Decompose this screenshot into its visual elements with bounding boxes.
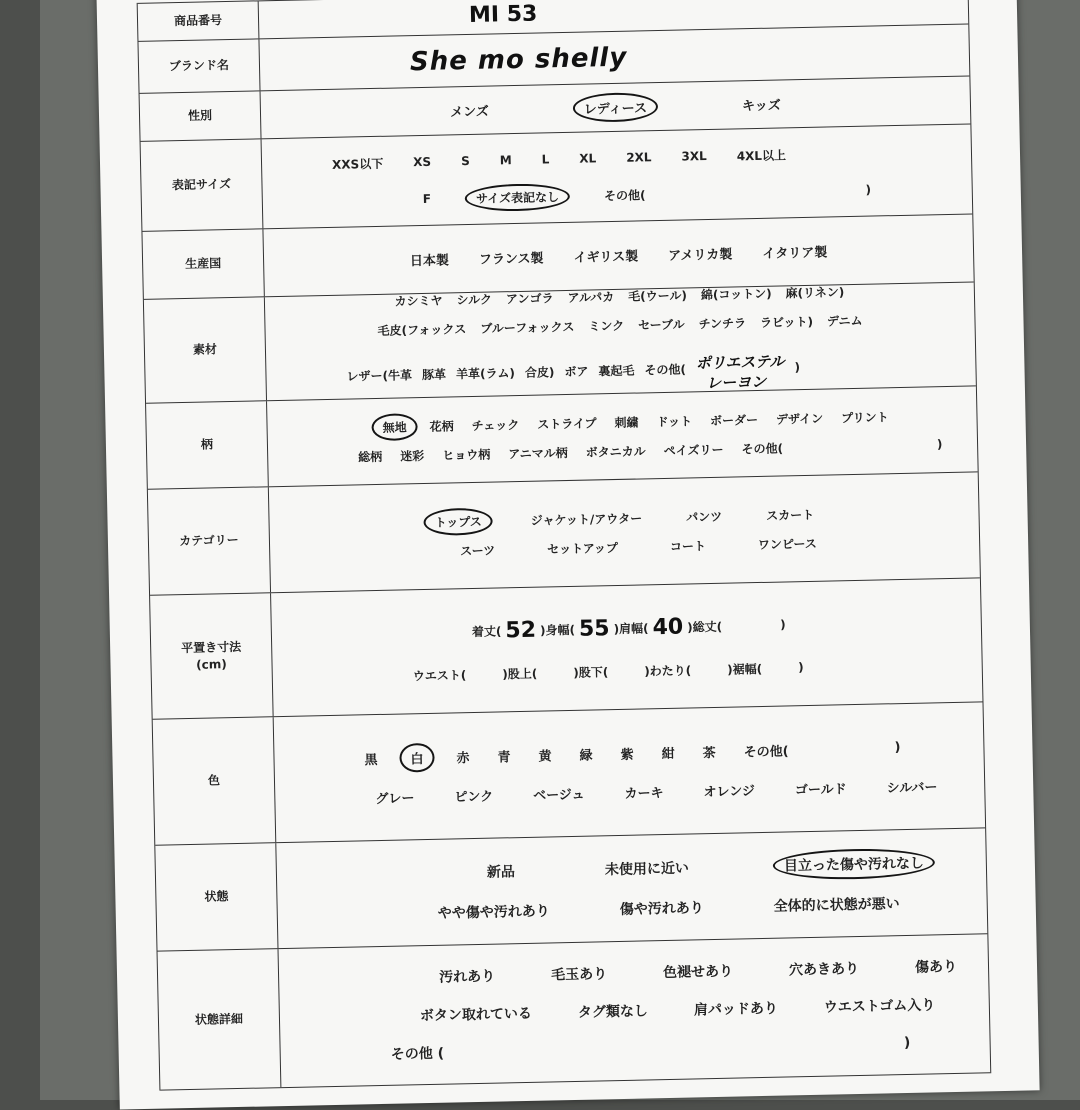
row-size [141, 123, 973, 230]
pattern-option[interactable]: デザイン [775, 411, 824, 427]
material-written-2: レーヨン [705, 372, 767, 392]
inspection-sheet [96, 0, 1039, 1110]
size-option[interactable]: 4XL以上 [736, 147, 787, 163]
material-handwritten [696, 352, 785, 393]
detail-other-close: ) [903, 1034, 911, 1052]
pattern-option-other[interactable]: その他( [741, 440, 784, 456]
detail-option[interactable]: タグ類なし [577, 1003, 649, 1021]
color-option[interactable]: 青 [497, 749, 511, 766]
pattern-option[interactable]: 総柄 [358, 449, 383, 464]
hem-close: ) [798, 660, 804, 675]
detail-option-other[interactable]: その他 ( [390, 1045, 445, 1063]
size-option[interactable]: M [499, 153, 512, 168]
material-option[interactable]: 羊革(ラム) [455, 366, 516, 382]
color-option[interactable]: 茶 [702, 745, 716, 761]
color-option[interactable]: 黒 [364, 752, 378, 768]
length-value[interactable]: 52 [505, 617, 537, 643]
detail-option[interactable]: 色褪せあり [662, 963, 734, 982]
label-material: 素材 [144, 297, 267, 403]
pattern-option[interactable]: プリント [841, 409, 889, 425]
material-option[interactable]: カシミヤ [394, 293, 443, 309]
color-other-close: ) [894, 739, 901, 755]
inseam-label: )股下( [573, 664, 609, 680]
total-length-close: ) [779, 617, 786, 632]
pattern-option[interactable]: ストライプ [537, 415, 597, 432]
label-category: カテゴリー [148, 487, 271, 595]
size-option[interactable]: L [541, 152, 550, 167]
size-other-close: ) [865, 182, 872, 197]
size-option[interactable]: XL [579, 151, 597, 166]
pattern-option[interactable]: チェック [471, 417, 520, 433]
material-option[interactable]: ミンク [588, 318, 625, 334]
material-option[interactable]: アルパカ [567, 289, 615, 305]
detail-option[interactable]: ウエストゴム入り [823, 997, 936, 1016]
detail-option[interactable]: 傷あり [914, 958, 958, 976]
color-option[interactable]: 赤 [456, 750, 470, 766]
condition-option[interactable]: 未使用に近い [604, 860, 690, 878]
hem-label: )裾幅( [727, 661, 763, 677]
row-color [153, 701, 985, 844]
pattern-option[interactable]: ボーダー [709, 412, 759, 428]
material-option[interactable]: シルク [456, 292, 493, 308]
pattern-option-selected[interactable]: 無地 [371, 413, 418, 441]
color-option[interactable]: ベージュ [532, 787, 585, 804]
shoulder-label: )肩幅( [613, 620, 649, 636]
label-color: 色 [153, 717, 277, 845]
pattern-option[interactable]: ヒョウ柄 [442, 447, 491, 463]
pattern-option[interactable]: ドット [656, 413, 693, 429]
form-table [137, 0, 992, 1091]
label-origin: 生産国 [142, 229, 264, 299]
row-category [148, 471, 980, 594]
origin-option[interactable]: 日本製 [409, 253, 450, 270]
material-option[interactable]: 麻(リネン) [785, 285, 845, 301]
label-measurements [150, 593, 274, 719]
material-option[interactable]: 合皮) [524, 365, 555, 380]
length-label: 着丈( [471, 623, 502, 639]
row-condition-detail [158, 933, 991, 1090]
origin-option[interactable]: フランス製 [478, 251, 544, 268]
label-condition: 状態 [155, 843, 278, 951]
material-option[interactable]: 綿(コットン) [700, 286, 772, 303]
width-value[interactable]: 55 [578, 615, 610, 642]
detail-option[interactable]: 汚れあり [438, 968, 496, 986]
row-material [144, 281, 976, 402]
origin-option[interactable]: アメリカ製 [668, 247, 733, 264]
category-option[interactable]: スーツ [460, 543, 496, 558]
material-option[interactable]: チンチラ [698, 316, 747, 332]
detail-option[interactable]: 穴あきあり [788, 961, 860, 979]
label-gender: 性別 [140, 91, 262, 141]
size-option[interactable]: XS [413, 154, 432, 170]
gender-option[interactable]: メンズ [450, 104, 489, 121]
material-option[interactable]: ブルーフォックス [480, 319, 575, 336]
color-option[interactable]: ピンク [454, 789, 494, 805]
material-option-other[interactable]: その他( [644, 362, 687, 378]
width-label: )身幅( [539, 622, 576, 638]
label-product-number: 商品番号 [138, 1, 260, 41]
shoulder-value[interactable]: 40 [652, 614, 684, 640]
color-option-selected[interactable]: 白 [399, 742, 435, 772]
row-measurements [150, 577, 982, 718]
waist-label: ウエスト( [412, 667, 467, 683]
detail-option[interactable]: 毛玉あり [550, 966, 608, 984]
size-option-other[interactable]: その他( [603, 187, 646, 203]
product-number-value: MI 53 [468, 1, 538, 28]
condition-option[interactable]: 新品 [486, 863, 516, 881]
condition-option-selected[interactable]: 目立った傷や汚れなし [773, 847, 936, 880]
detail-option[interactable]: 肩パッドあり [693, 1000, 779, 1019]
origin-option[interactable]: イタリア製 [762, 245, 828, 262]
size-option[interactable]: S [460, 153, 470, 169]
label-condition-detail: 状態詳細 [158, 949, 282, 1090]
pattern-other-close: ) [936, 437, 943, 452]
label-brand: ブランド名 [138, 39, 260, 93]
color-option[interactable]: シルバー [886, 779, 938, 796]
material-other-close: ) [794, 359, 801, 374]
pattern-option[interactable]: ボタニカル [585, 443, 646, 460]
brand-value: She mo shelly [409, 42, 628, 77]
size-option[interactable]: 3XL [681, 149, 707, 164]
row-pattern [146, 385, 978, 488]
category-option-selected[interactable]: トップス [423, 507, 493, 535]
condition-option[interactable]: 傷や汚れあり [619, 899, 704, 918]
size-option[interactable]: XXS以下 [331, 156, 384, 172]
color-option-other[interactable]: その他( [743, 743, 789, 760]
condition-option[interactable]: 全体的に状態が悪い [773, 895, 900, 915]
color-option[interactable]: カーキ [624, 785, 664, 802]
origin-option[interactable]: イギリス製 [573, 249, 639, 266]
material-option[interactable]: レザー(牛革 [346, 368, 413, 384]
material-option[interactable]: ラビット) [759, 314, 814, 330]
category-option[interactable]: パンツ [686, 509, 723, 525]
pattern-option[interactable]: 花柄 [429, 418, 454, 434]
label-size: 表記サイズ [141, 139, 264, 231]
color-option[interactable]: オレンジ [703, 783, 756, 800]
color-option[interactable]: ゴールド [794, 781, 847, 798]
category-option[interactable]: セットアップ [546, 540, 619, 556]
color-option[interactable]: 紺 [661, 746, 675, 762]
pattern-option[interactable]: ペイズリー [663, 442, 724, 458]
condition-option[interactable]: やや傷や汚れあり [437, 902, 550, 922]
material-option[interactable]: 毛皮(フォックス [377, 322, 467, 338]
pattern-option[interactable]: アニマル柄 [508, 445, 568, 461]
gender-option-selected[interactable]: レディース [572, 92, 658, 123]
gender-option[interactable]: キッズ [741, 98, 781, 115]
color-option[interactable]: 緑 [579, 748, 593, 764]
label-pattern: 柄 [146, 401, 269, 489]
color-option[interactable]: 黄 [538, 748, 552, 765]
thigh-label: )わたり( [644, 662, 692, 678]
material-option[interactable]: セーブル [638, 317, 685, 333]
material-option[interactable]: 豚革 [421, 367, 447, 383]
measurements-label-text: 平置き寸法 (cm) [181, 640, 242, 672]
total-length-label: )総丈( [687, 619, 723, 635]
rise-label: )股上( [502, 666, 538, 681]
material-option[interactable]: デニム [826, 313, 863, 329]
material-option[interactable]: 毛(ウール) [628, 288, 688, 304]
material-option[interactable]: アンゴラ [505, 291, 554, 307]
category-option[interactable]: ジャケット/アウター [530, 510, 643, 528]
category-option[interactable]: スカート [766, 507, 815, 523]
category-option[interactable]: ワンピース [757, 536, 817, 552]
size-option-selected[interactable]: サイズ表記なし [465, 182, 571, 211]
material-option[interactable]: ボア [564, 364, 589, 380]
color-option[interactable]: 紫 [620, 747, 634, 763]
detail-option[interactable]: ボタン取れている [419, 1005, 533, 1025]
size-option[interactable]: 2XL [626, 150, 652, 165]
material-option[interactable]: 裏起毛 [598, 363, 635, 379]
pattern-option[interactable]: 迷彩 [400, 448, 425, 463]
material-written-1: ポリエステル [695, 352, 785, 373]
color-option[interactable]: グレー [375, 790, 415, 807]
pattern-option[interactable]: 刺繍 [614, 414, 639, 430]
row-condition [155, 827, 987, 950]
size-option-f[interactable]: F [422, 191, 432, 206]
category-option[interactable]: コート [669, 538, 707, 554]
